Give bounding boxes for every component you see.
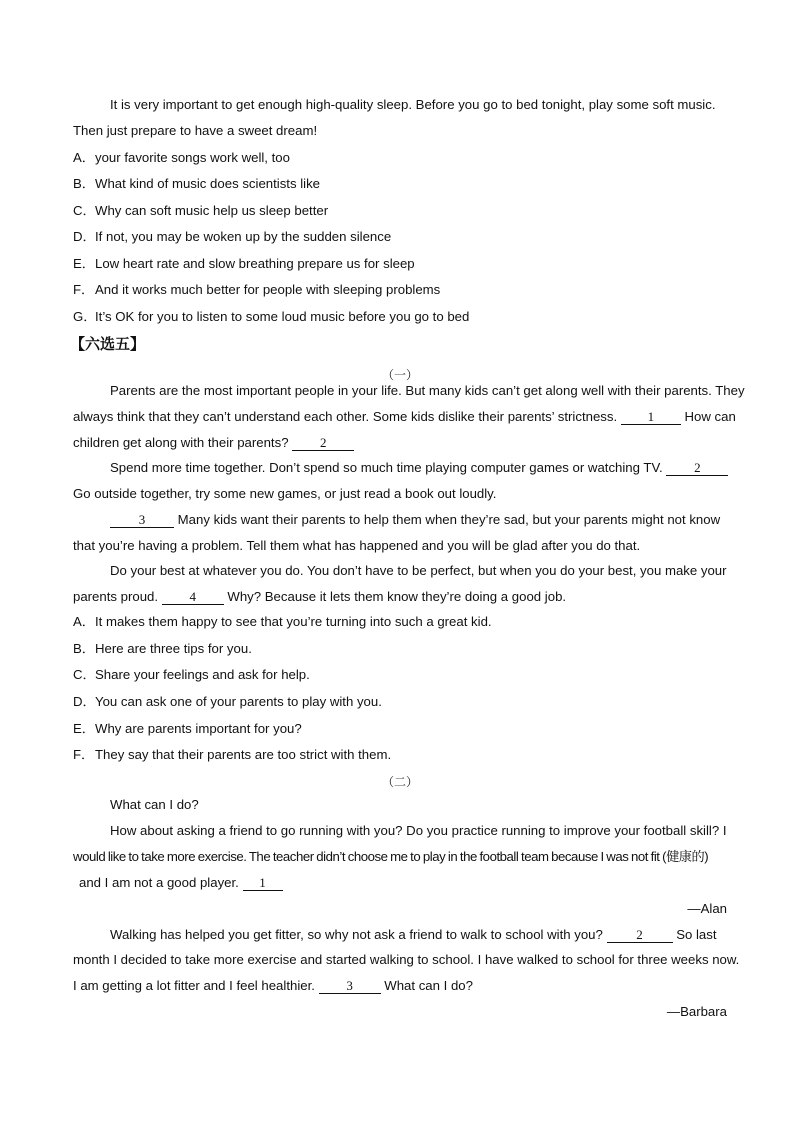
answer-blank-p2-2[interactable]: 2 xyxy=(607,928,673,943)
p1-para4-line2: parents proud. 4 Why? Because it lets them know they’re doing a good job. xyxy=(73,589,567,604)
answer-blank-3[interactable]: 3 xyxy=(110,513,174,528)
intro-option-e: E．Low heart rate and slow breathing prepare us for sleep xyxy=(73,256,415,271)
p1-option-a: A．It makes them happy to see that you’re turning into such a great kid. xyxy=(73,614,492,629)
passage-2-label: （二） xyxy=(381,775,418,789)
passage-1-label: （一） xyxy=(381,368,418,382)
signature-alan: —Alan xyxy=(687,901,727,916)
section-heading: 【六选五】 xyxy=(70,336,146,353)
answer-blank-4[interactable]: 4 xyxy=(162,590,224,605)
p1-option-d: D．You can ask one of your parents to play with you. xyxy=(73,694,382,709)
p1-para1-line3: children get along with their parents? 2 xyxy=(73,434,733,452)
p2-para1-line2: would like to take more exercise. The teacher didn’t choose me to play in the football team because I was not fit (健康的) xyxy=(73,849,709,864)
answer-blank-2b[interactable]: 2 xyxy=(666,461,728,476)
answer-blank-1[interactable]: 1 xyxy=(621,410,681,425)
p1-option-b: B．Here are three tips for you. xyxy=(73,641,252,656)
intro-option-c: C．Why can soft music help us sleep better xyxy=(73,203,329,218)
answer-blank-p2-3[interactable]: 3 xyxy=(319,979,381,994)
p1-para1-line1: Parents are the most important people in your life. But many kids can’t get along well with their parents. They xyxy=(110,383,745,398)
p2-para1-line3: and I am not a good player. 1 xyxy=(79,874,739,892)
p1-para3-line1: 3 Many kids want their parents to help them when they’re sad, but your parents might not know xyxy=(110,511,730,529)
p2-para2-line3: I am getting a lot fitter and I feel healthier. 3 What can I do? xyxy=(73,978,473,993)
p1-para2-line2: Go outside together, try some new games, or just read a book out loudly. xyxy=(73,486,497,501)
intro-option-d: D．If not, you may be woken up by the sudden silence xyxy=(73,229,392,244)
p1-para1-line2: always think that they can’t understand each other. Some kids dislike their parents’ strictness. 1 How can xyxy=(73,409,736,424)
intro-option-g: G．It’s OK for you to listen to some loud music before you go to bed xyxy=(73,309,470,324)
p2-para2-line2: month I decided to take more exercise and started walking to school. I have walked to school for three weeks now. xyxy=(73,952,740,967)
p2-para1-line1: How about asking a friend to go running with you? Do you practice running to improve your football skill? I xyxy=(110,823,727,838)
p1-option-e: E．Why are parents important for you? xyxy=(73,721,302,736)
intro-option-a: A．your favorite songs work well, too xyxy=(73,150,290,165)
answer-blank-p2-1[interactable]: 1 xyxy=(243,876,283,891)
answer-blank-2a[interactable]: 2 xyxy=(292,436,354,451)
intro-line-1: It is very important to get enough high-quality sleep. Before you go to bed tonight, play some soft music. xyxy=(110,97,716,112)
p2-title: What can I do? xyxy=(110,797,199,812)
p2-para2-line1: Walking has helped you get fitter, so why not ask a friend to walk to school with you? 2 So last xyxy=(110,927,717,942)
p1-para2-line1: Spend more time together. Don’t spend so much time playing computer games or watching TV. 2 xyxy=(110,459,730,477)
p1-option-f: F．They say that their parents are too strict with them. xyxy=(73,747,392,762)
p1-para4-line1: Do your best at whatever you do. You don’t have to be perfect, but when you do your best, you make your xyxy=(110,563,727,578)
signature-barbara: —Barbara xyxy=(666,1004,727,1019)
intro-line-2: Then just prepare to have a sweet dream! xyxy=(73,123,318,138)
intro-option-f: F．And it works much better for people with sleeping problems xyxy=(73,282,441,297)
p1-para3-line2: that you’re having a problem. Tell them what has happened and you will be glad after you do that. xyxy=(73,538,641,553)
intro-option-b: B．What kind of music does scientists like xyxy=(73,176,321,191)
p1-option-c: C．Share your feelings and ask for help. xyxy=(73,667,310,682)
